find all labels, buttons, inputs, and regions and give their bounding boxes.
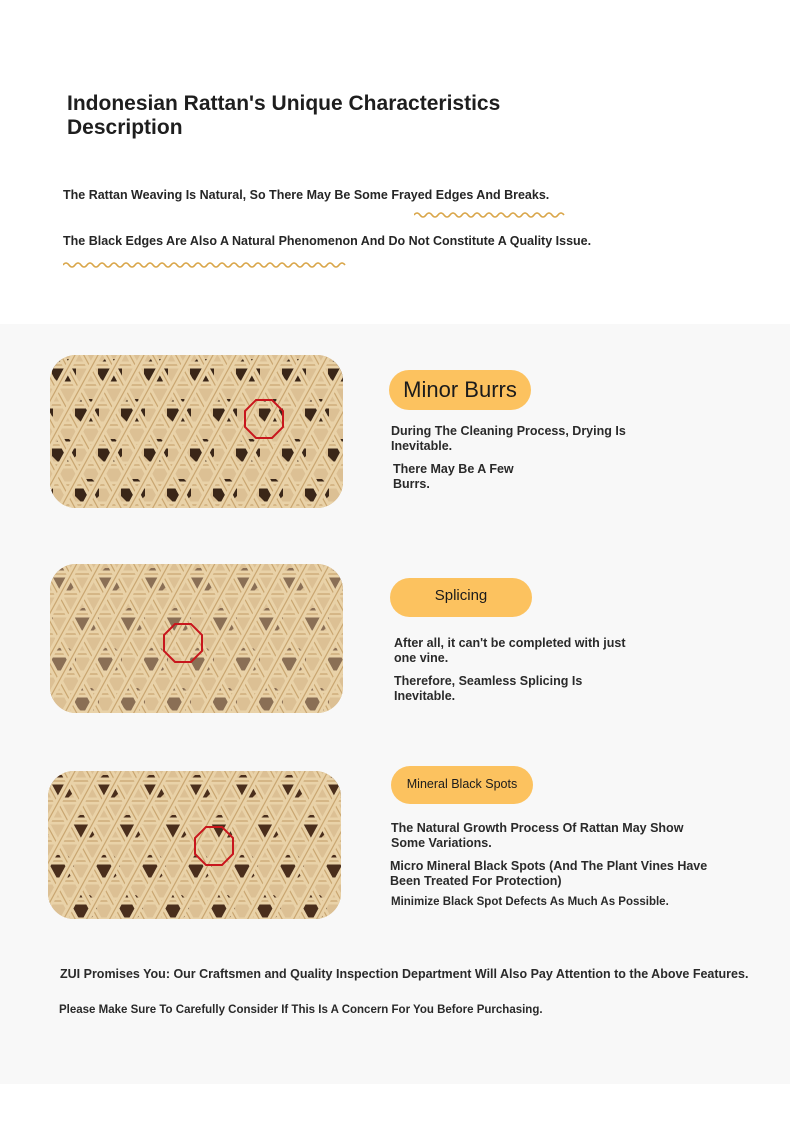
- purchase-caution: Please Make Sure To Carefully Consider If This Is A Concern For You Before Purchasing.: [59, 1004, 543, 1016]
- feature-label-minor-burrs: Minor Burrs: [389, 370, 531, 410]
- quality-promise: ZUI Promises You: Our Craftsmen and Quality Inspection Department Will Also Pay Attention to the Above Features.: [60, 967, 749, 981]
- note-frayed-edges: The Rattan Weaving Is Natural, So There May Be Some Frayed Edges And Breaks.: [63, 188, 550, 202]
- page-title: Indonesian Rattan's Unique Characteristics Description: [67, 92, 501, 139]
- feature-description: The Natural Growth Process Of Rattan May Show Some Variations.: [391, 821, 684, 850]
- feature-description: There May Be A Few Burrs.: [393, 462, 514, 491]
- feature-label-mineral-black-spots: Mineral Black Spots: [391, 766, 533, 804]
- feature-description: During The Cleaning Process, Drying Is Inevitable.: [391, 424, 626, 453]
- rattan-photo-minor-burrs: [50, 355, 343, 508]
- octagon-outline-icon: [162, 622, 204, 664]
- feature-label-splicing: Splicing: [390, 578, 532, 617]
- note-black-edges: The Black Edges Are Also A Natural Phenomenon And Do Not Constitute A Quality Issue.: [63, 234, 592, 248]
- octagon-outline-icon: [243, 398, 285, 440]
- squiggle-underline-decoration: [414, 210, 566, 220]
- feature-description: Minimize Black Spot Defects As Much As Possible.: [391, 896, 669, 908]
- feature-description: Therefore, Seamless Splicing Is Inevitable.: [394, 674, 583, 703]
- feature-description: Micro Mineral Black Spots (And The Plant Vines Have Been Treated For Protection): [390, 859, 708, 888]
- feature-description: After all, it can't be completed with just one vine.: [394, 636, 626, 665]
- squiggle-underline-decoration: [63, 260, 349, 270]
- octagon-outline-icon: [193, 825, 235, 867]
